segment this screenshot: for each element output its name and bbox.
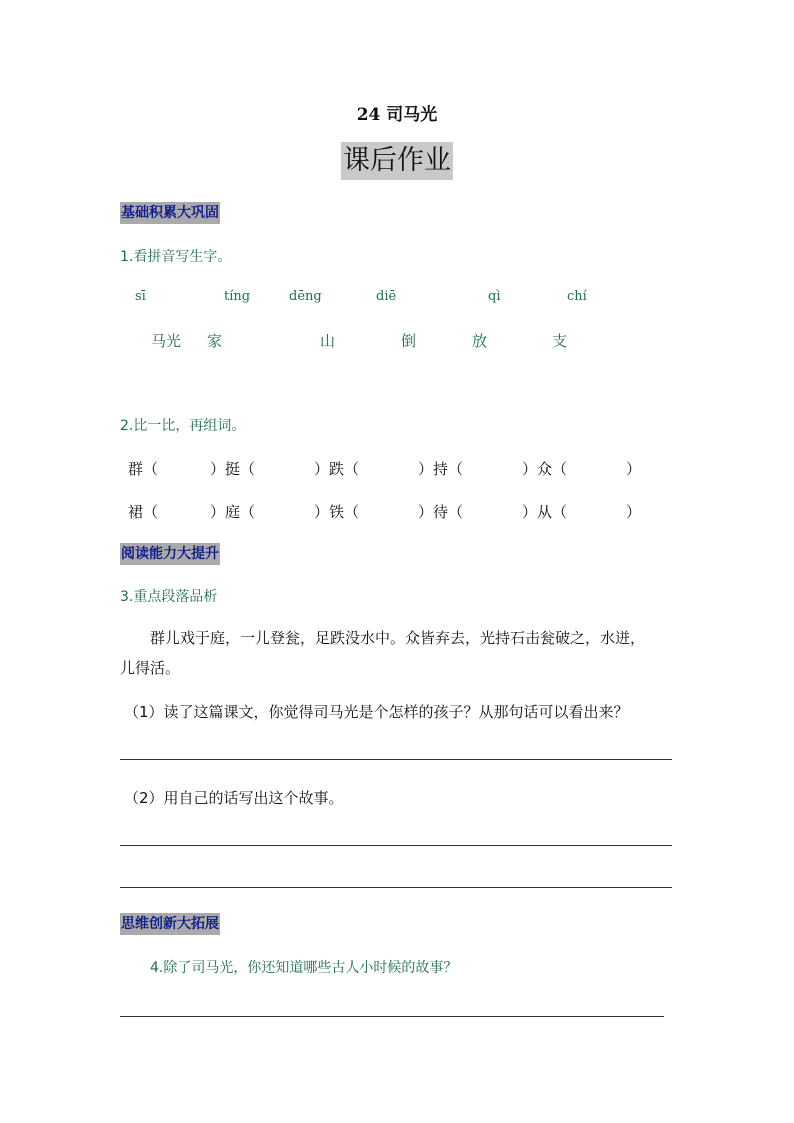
pinyin-4: diē <box>376 289 397 304</box>
compare-row-1 <box>128 458 641 479</box>
answer-line[interactable] <box>120 845 672 846</box>
pinyin-2: tíng <box>224 289 251 304</box>
section-heading-basic: 基础积累大巩固 <box>120 202 220 224</box>
subtitle-container <box>0 142 794 180</box>
section-heading-reading: 阅读能力大提升 <box>120 543 220 565</box>
pinyin-3: dēng <box>289 289 322 304</box>
char-group-2: 家 <box>207 332 223 350</box>
char-group-5: 放 <box>472 332 488 350</box>
question-4-label: 4.除了司马光，你还知道哪些古人小时候的故事？ <box>150 960 458 976</box>
compare-cell: ）持（ <box>418 460 464 478</box>
page-subtitle: 课后作业 <box>341 142 453 180</box>
answer-line[interactable] <box>120 887 672 888</box>
char-group-1: 马光 <box>151 332 182 350</box>
passage-line-1: 群儿戏于庭，一儿登瓮，足跌没水中。众皆弃去，光持石击瓮破之，水迸， <box>150 629 646 647</box>
question-3-label: 3.重点段落品析 <box>120 589 218 605</box>
compare-row-2 <box>128 501 641 522</box>
compare-cell: ）待（ <box>418 503 464 521</box>
char-group-3: 山 <box>320 332 336 350</box>
answer-line[interactable] <box>120 759 672 760</box>
compare-cell: 裙（ <box>128 503 159 521</box>
compare-cell: ）跌（ <box>314 460 360 478</box>
sub-question-2: （2）用自己的话写出这个故事。 <box>124 789 344 807</box>
compare-cell: 群（ <box>128 460 159 478</box>
section-heading-thinking: 思维创新大拓展 <box>120 913 220 935</box>
pinyin-5: qì <box>488 289 501 304</box>
question-1-label: 1.看拼音写生字。 <box>120 249 232 265</box>
char-group-4: 倒 <box>401 332 417 350</box>
page-title: 24 司马光 <box>356 105 438 125</box>
compare-cell: ）挺（ <box>210 460 256 478</box>
passage <box>120 623 680 683</box>
question-2-label: 2.比一比，再组词。 <box>120 418 246 434</box>
compare-cell: ）庭（ <box>210 503 256 521</box>
pinyin-1: sī <box>135 289 146 304</box>
pinyin-6: chí <box>567 289 587 304</box>
compare-cell: ） <box>626 460 642 478</box>
passage-line-2: 儿得活。 <box>120 659 181 677</box>
sub-question-1: （1）读了这篇课文，你觉得司马光是个怎样的孩子？从那句话可以看出来？ <box>124 703 629 721</box>
char-group-6: 支 <box>552 332 568 350</box>
answer-line[interactable] <box>120 1016 664 1017</box>
compare-cell: ）从（ <box>522 503 568 521</box>
compare-cell: ）铁（ <box>314 503 360 521</box>
compare-cell: ）众（ <box>522 460 568 478</box>
compare-cell: ） <box>626 503 642 521</box>
